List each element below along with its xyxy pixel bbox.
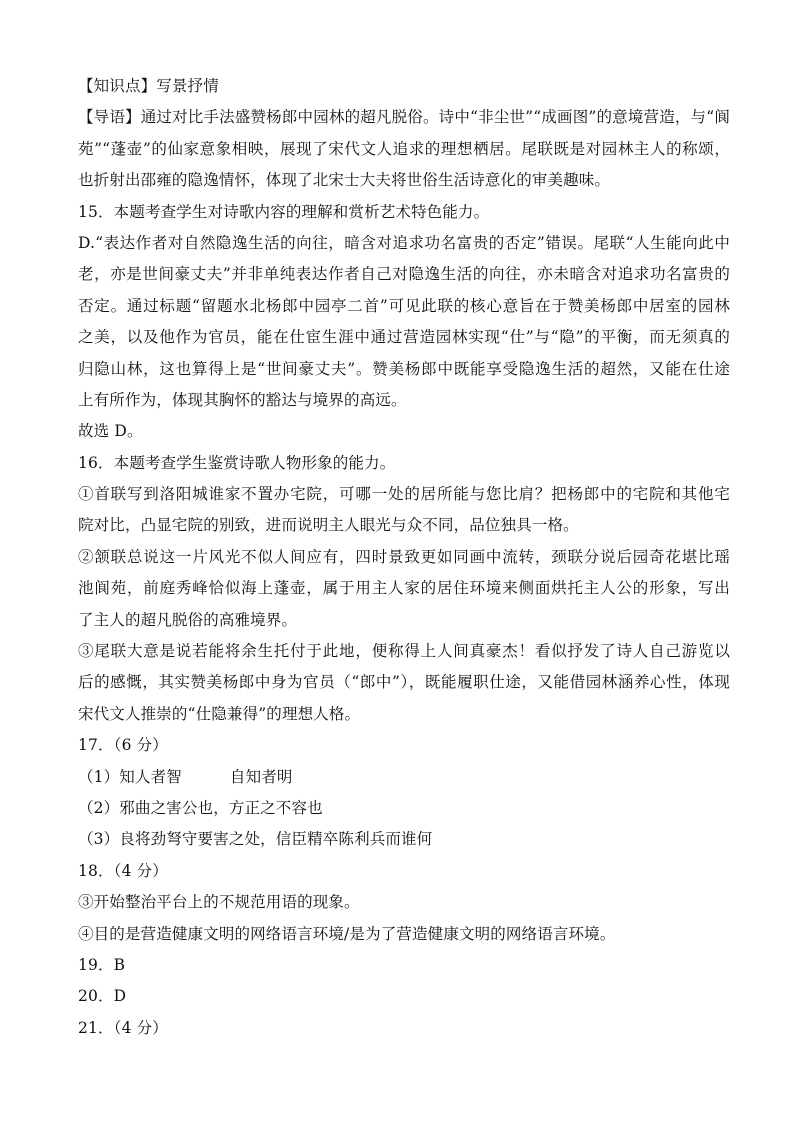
q15-text-line-6: 上有所作为，体现其胸怀的豁达与境界的高远。	[78, 390, 407, 409]
q19-answer: 19．B	[78, 955, 126, 974]
q15-text-line-2: 老，亦是世间豪丈夫”并非单纯表达作者自己对隐逸生活的向往，亦未暗含对追求功名富贵的	[78, 265, 730, 284]
q15-answer: 故选 D。	[78, 422, 143, 441]
guide-text-line-2: 苑”“蓬壶”的仙家意象相映，展现了宋代文人追求的理想栖居。尾联既是对园林主人的称颂，	[78, 139, 730, 158]
q18-item-3: ③开始整治平台上的不规范用语的现象。	[78, 893, 360, 912]
document-page	[78, 76, 730, 1049]
q18-item-4: ④目的是营造健康文明的网络语言环境/是为了营造健康文明的网络语言环境。	[78, 924, 616, 943]
q15-text-line-1: D.“表达作者对自然隐逸生活的向往，暗含对追求功名富贵的否定”错误。尾联“人生能向此中	[78, 233, 730, 252]
q21-heading: 21．（4 分）	[78, 1018, 168, 1037]
q16-point1-line-2: 院对比，凸显宅院的别致，进而说明主人眼光与众不同，品位独具一格。	[78, 516, 579, 535]
q16-heading: 16．本题考查学生鉴赏诗歌人物形象的能力。	[78, 453, 396, 472]
q16-point2-line-3: 了主人的超凡脱俗的高雅境界。	[78, 610, 298, 629]
q15-text-line-3: 否定。通过标题“留题水北杨郎中园亭二首”可见此联的核心意旨在于赞美杨郎中居室的园林	[78, 296, 730, 315]
q17-heading: 17．（6 分）	[78, 736, 168, 755]
q17-item-1-label: （1）知人者智	[78, 767, 182, 786]
q16-point3-line-2: 后的感慨，其实赞美杨郎中身为官员（“郎中”），既能履职仕途，又能借园林涵养心性，体现	[78, 673, 730, 692]
guide-text-line-3: 也折射出邵雍的隐逸情怀，体现了北宋士大夫将世俗生活诗意化的审美趣味。	[78, 171, 611, 190]
q16-point3-line-3: 宋代文人推崇的“仕隐兼得”的理想人格。	[78, 704, 361, 723]
guide-text-line-1: 【导语】通过对比手法盛赞杨郎中园林的超凡脱俗。诗中“非尘世”“成画图”的意境营造，与“阆	[78, 108, 730, 127]
q16-point3-line-1: ③尾联大意是说若能将余生托付于此地，便称得上人间真豪杰！看似抒发了诗人自己游览以	[78, 642, 730, 661]
q20-answer: 20．D	[78, 987, 127, 1006]
q17-item-2: （2）邪曲之害公也，方正之不容也	[78, 798, 323, 817]
q16-point2-line-1: ②颔联总说这一片风光不似人间应有，四时景致更如同画中流转，颈联分说后园奇花堪比瑶	[78, 547, 730, 566]
q15-text-line-4: 之美，以及他作为官员，能在仕宦生涯中通过营造园林实现“仕”与“隐”的平衡，而无须真的	[78, 328, 730, 347]
q15-heading: 15．本题考查学生对诗歌内容的理解和赏析艺术特色能力。	[78, 202, 490, 221]
q17-item-3: （3）良将劲弩守要害之处，信臣精卒陈利兵而谁何	[78, 830, 433, 849]
q15-text-line-5: 归隐山林，这也算得上是“世间豪丈夫”。赞美杨郎中既能享受隐逸生活的超然，又能在仕途	[78, 359, 730, 378]
q17-item-1-answer: 自知者明	[229, 767, 293, 786]
q18-heading: 18．（4 分）	[78, 861, 168, 880]
q17-item-1	[78, 767, 730, 787]
q16-point1-line-1: ①首联写到洛阳城谁家不置办宅院，可哪一处的居所能与您比肩？把杨郎中的宅院和其他宅	[78, 485, 730, 504]
q16-point2-line-2: 池阆苑，前庭秀峰恰似海上蓬壶，属于用主人家的居住环境来侧面烘托主人公的形象，写出	[78, 579, 730, 598]
knowledge-point-heading: 【知识点】写景抒情	[78, 77, 219, 95]
